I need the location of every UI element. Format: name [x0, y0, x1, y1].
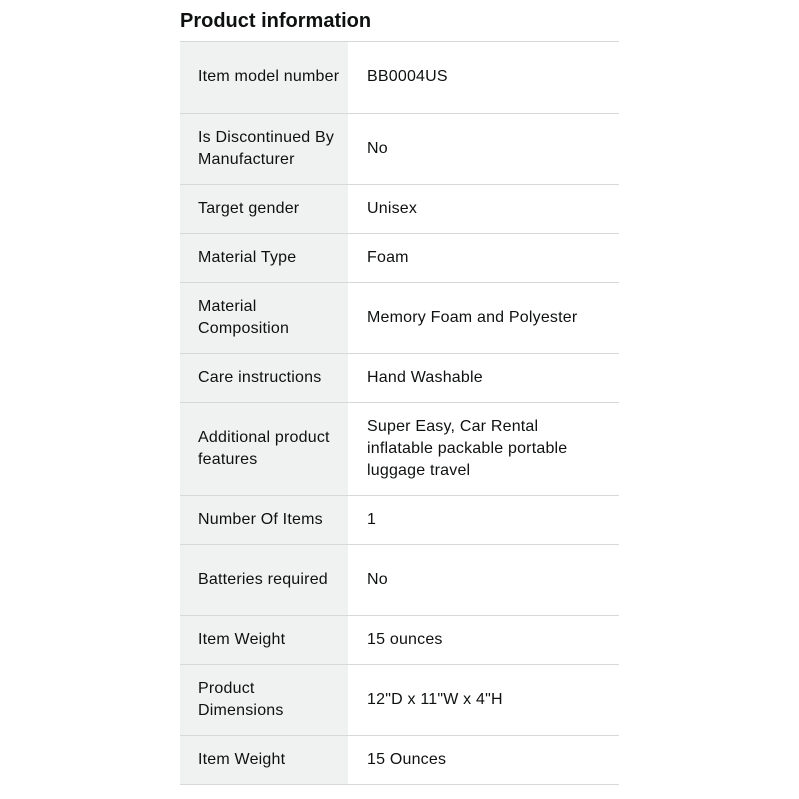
table-row: [180, 544, 619, 615]
table-row: [180, 233, 619, 282]
section-title: Product information: [180, 0, 619, 42]
product-information-panel: [180, 0, 619, 785]
table-row: [180, 353, 619, 402]
table-row: [180, 184, 619, 233]
row-label: Item model number: [180, 42, 348, 113]
table-row: [180, 402, 619, 495]
table-row: [180, 42, 619, 113]
row-label: Target gender: [180, 184, 348, 233]
row-value: BB0004US: [348, 42, 619, 113]
table-row: [180, 664, 619, 735]
row-label: Is Discontinued By Manufacturer: [180, 113, 348, 184]
row-value: 12"D x 11"W x 4"H: [348, 664, 619, 735]
row-value: 1: [348, 495, 619, 544]
row-label: Additional product features: [180, 402, 348, 495]
row-label: Item Weight: [180, 615, 348, 664]
row-label: Care instructions: [180, 353, 348, 402]
row-label: Batteries required: [180, 544, 348, 615]
table-row: [180, 615, 619, 664]
row-label: Material Type: [180, 233, 348, 282]
row-value: Super Easy, Car Rental inflatable packable portable luggage travel: [348, 402, 619, 495]
row-label: Product Dimensions: [180, 664, 348, 735]
row-label: Number Of Items: [180, 495, 348, 544]
table-row: [180, 113, 619, 184]
row-value: No: [348, 544, 619, 615]
table-row: [180, 495, 619, 544]
row-value: Hand Washable: [348, 353, 619, 402]
row-value: Unisex: [348, 184, 619, 233]
row-value: 15 ounces: [348, 615, 619, 664]
row-label: Item Weight: [180, 735, 348, 784]
row-label: Material Composition: [180, 282, 348, 353]
product-info-table: [180, 42, 619, 785]
row-value: 15 Ounces: [348, 735, 619, 784]
row-value: Foam: [348, 233, 619, 282]
table-row: [180, 282, 619, 353]
row-value: No: [348, 113, 619, 184]
table-row: [180, 735, 619, 784]
row-value: Memory Foam and Polyester: [348, 282, 619, 353]
